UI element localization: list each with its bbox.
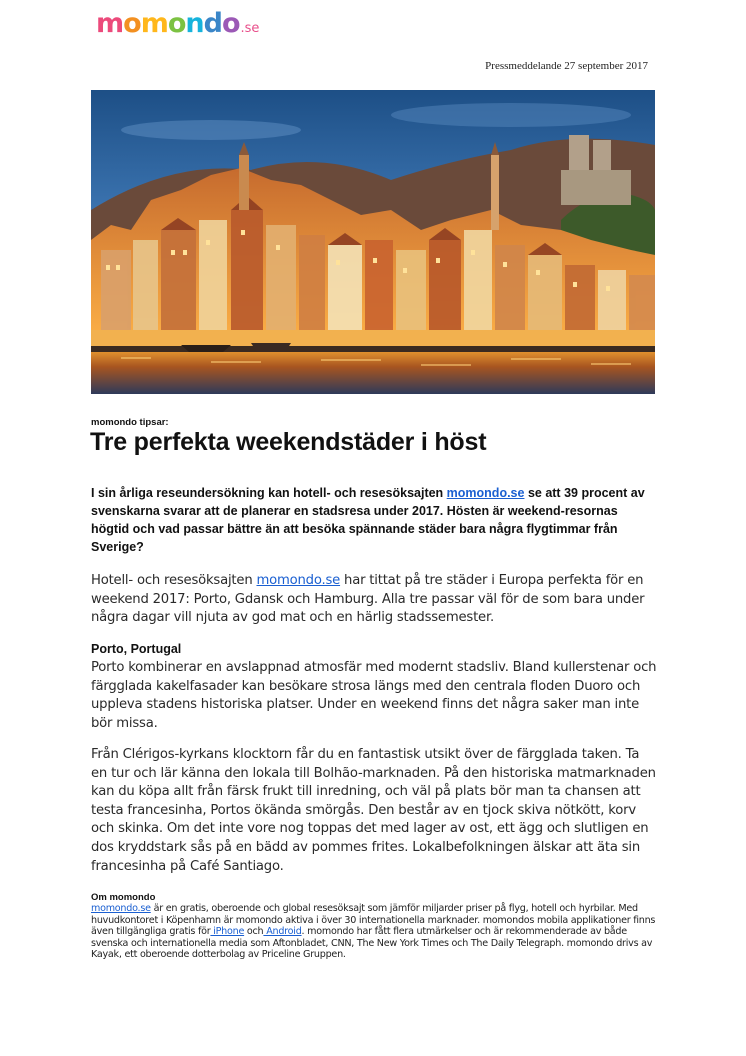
intro-text-end: har tittat på tre städer i Europa perfekta för en weekend 2017: Porto, Gdansk och Hamburg. Alla tre passar väl för de som bara under några dagar vill njuta av god mat och en härlig stadssemester. bbox=[91, 573, 645, 626]
android-link[interactable]: Android bbox=[263, 926, 302, 938]
logo-tld: .se bbox=[240, 21, 260, 36]
porto-paragraph-2: Från Clérigos-kyrkans klocktorn får du en fantastisk utsikt över de färgglada taken. Ta en tur och lär känna den lokala till Bolhão-marknaden. På den historiska matmarknaden kan du köpa allt från färsk frukt till inredning, och väl på plats bör man ta chansen att testa francesinha, Portos ökända smörgås. Den består av en tjock skiva nötkött, korv och skinka. Om det inte vore nog toppas det med lager av ost, ett ägg och slutligen en dos kryddstark sås på en bädd av pommes frites. Lokalbefolkningen älskar att äta sin francesinha på Café Santiago. bbox=[91, 747, 656, 874]
intro-text-start: Hotell- och resesöksajten bbox=[91, 573, 257, 588]
logo-letter: d bbox=[203, 8, 222, 39]
logo-letter: m bbox=[140, 8, 168, 39]
lead-text-end: se att 39 procent av svenskarna svarar att de planerar en stadsresa under 2017. Hösten är weekend-resornas högtid och vad passar bättre än att besöka spännande städer bara några flygtimmar från Sverige? bbox=[91, 486, 645, 554]
section-heading-porto: Porto, Portugal bbox=[91, 642, 182, 656]
momondo-link[interactable]: momondo.se bbox=[91, 903, 151, 914]
logo-letter: o bbox=[123, 8, 141, 39]
about-text-1: är en gratis, oberoende och global resesöksajt som jämför miljarder priser på flyg, hotell och hyrbilar. Med huvudkontoret i Köpenhamn är momondo aktiva i över 30 internationella marknader. momondos mobila applikationer finns även tillgängliga gratis för bbox=[91, 903, 656, 938]
press-release-date: Pressmeddelande 27 september 2017 bbox=[485, 60, 648, 72]
iphone-link[interactable]: iPhone bbox=[210, 926, 245, 938]
about-text-3: . momondo har fått flera utmärkelser och är rekommenderade av både svenska och internationella media som Aftonbladet, CNN, The New York Times och The Daily Telegraph. momondo drivs av Kayak, ett oberoende dotterbolag av Priceline Gruppen. bbox=[91, 926, 653, 961]
momondo-link[interactable]: momondo.se bbox=[256, 573, 341, 588]
logo-letter: o bbox=[167, 8, 186, 39]
logo-letter: n bbox=[185, 8, 204, 39]
logo-letter: m bbox=[96, 8, 124, 39]
momondo-link[interactable]: momondo.se bbox=[446, 486, 525, 500]
about-heading: Om momondo bbox=[91, 892, 156, 903]
lead-text-start: I sin årliga reseundersökning kan hotell- och resesöksajten bbox=[91, 486, 447, 500]
porto-paragraph-1: Porto kombinerar en avslappnad atmosfär med modernt stadsliv. Bland kullerstenar och färgglada kakelfasader kan besökare strosa längs med den centrala floden Duoro och uppleva stadens historiska platser. Under en weekend finns det några saker man inte bör missa. bbox=[91, 660, 657, 731]
lead-paragraph bbox=[91, 484, 657, 556]
logo-letter: o bbox=[221, 8, 240, 39]
article-kicker: momondo tipsar: bbox=[91, 417, 169, 428]
momondo-logo[interactable] bbox=[96, 8, 259, 38]
logo-wordmark bbox=[96, 8, 240, 39]
article-title: Tre perfekta weekendstäder i höst bbox=[90, 428, 487, 456]
intro-paragraph bbox=[91, 572, 657, 628]
about-text-2: och bbox=[244, 926, 264, 938]
about-paragraph bbox=[91, 903, 657, 961]
hero-image bbox=[91, 90, 655, 394]
city-skyline-image bbox=[91, 90, 655, 394]
